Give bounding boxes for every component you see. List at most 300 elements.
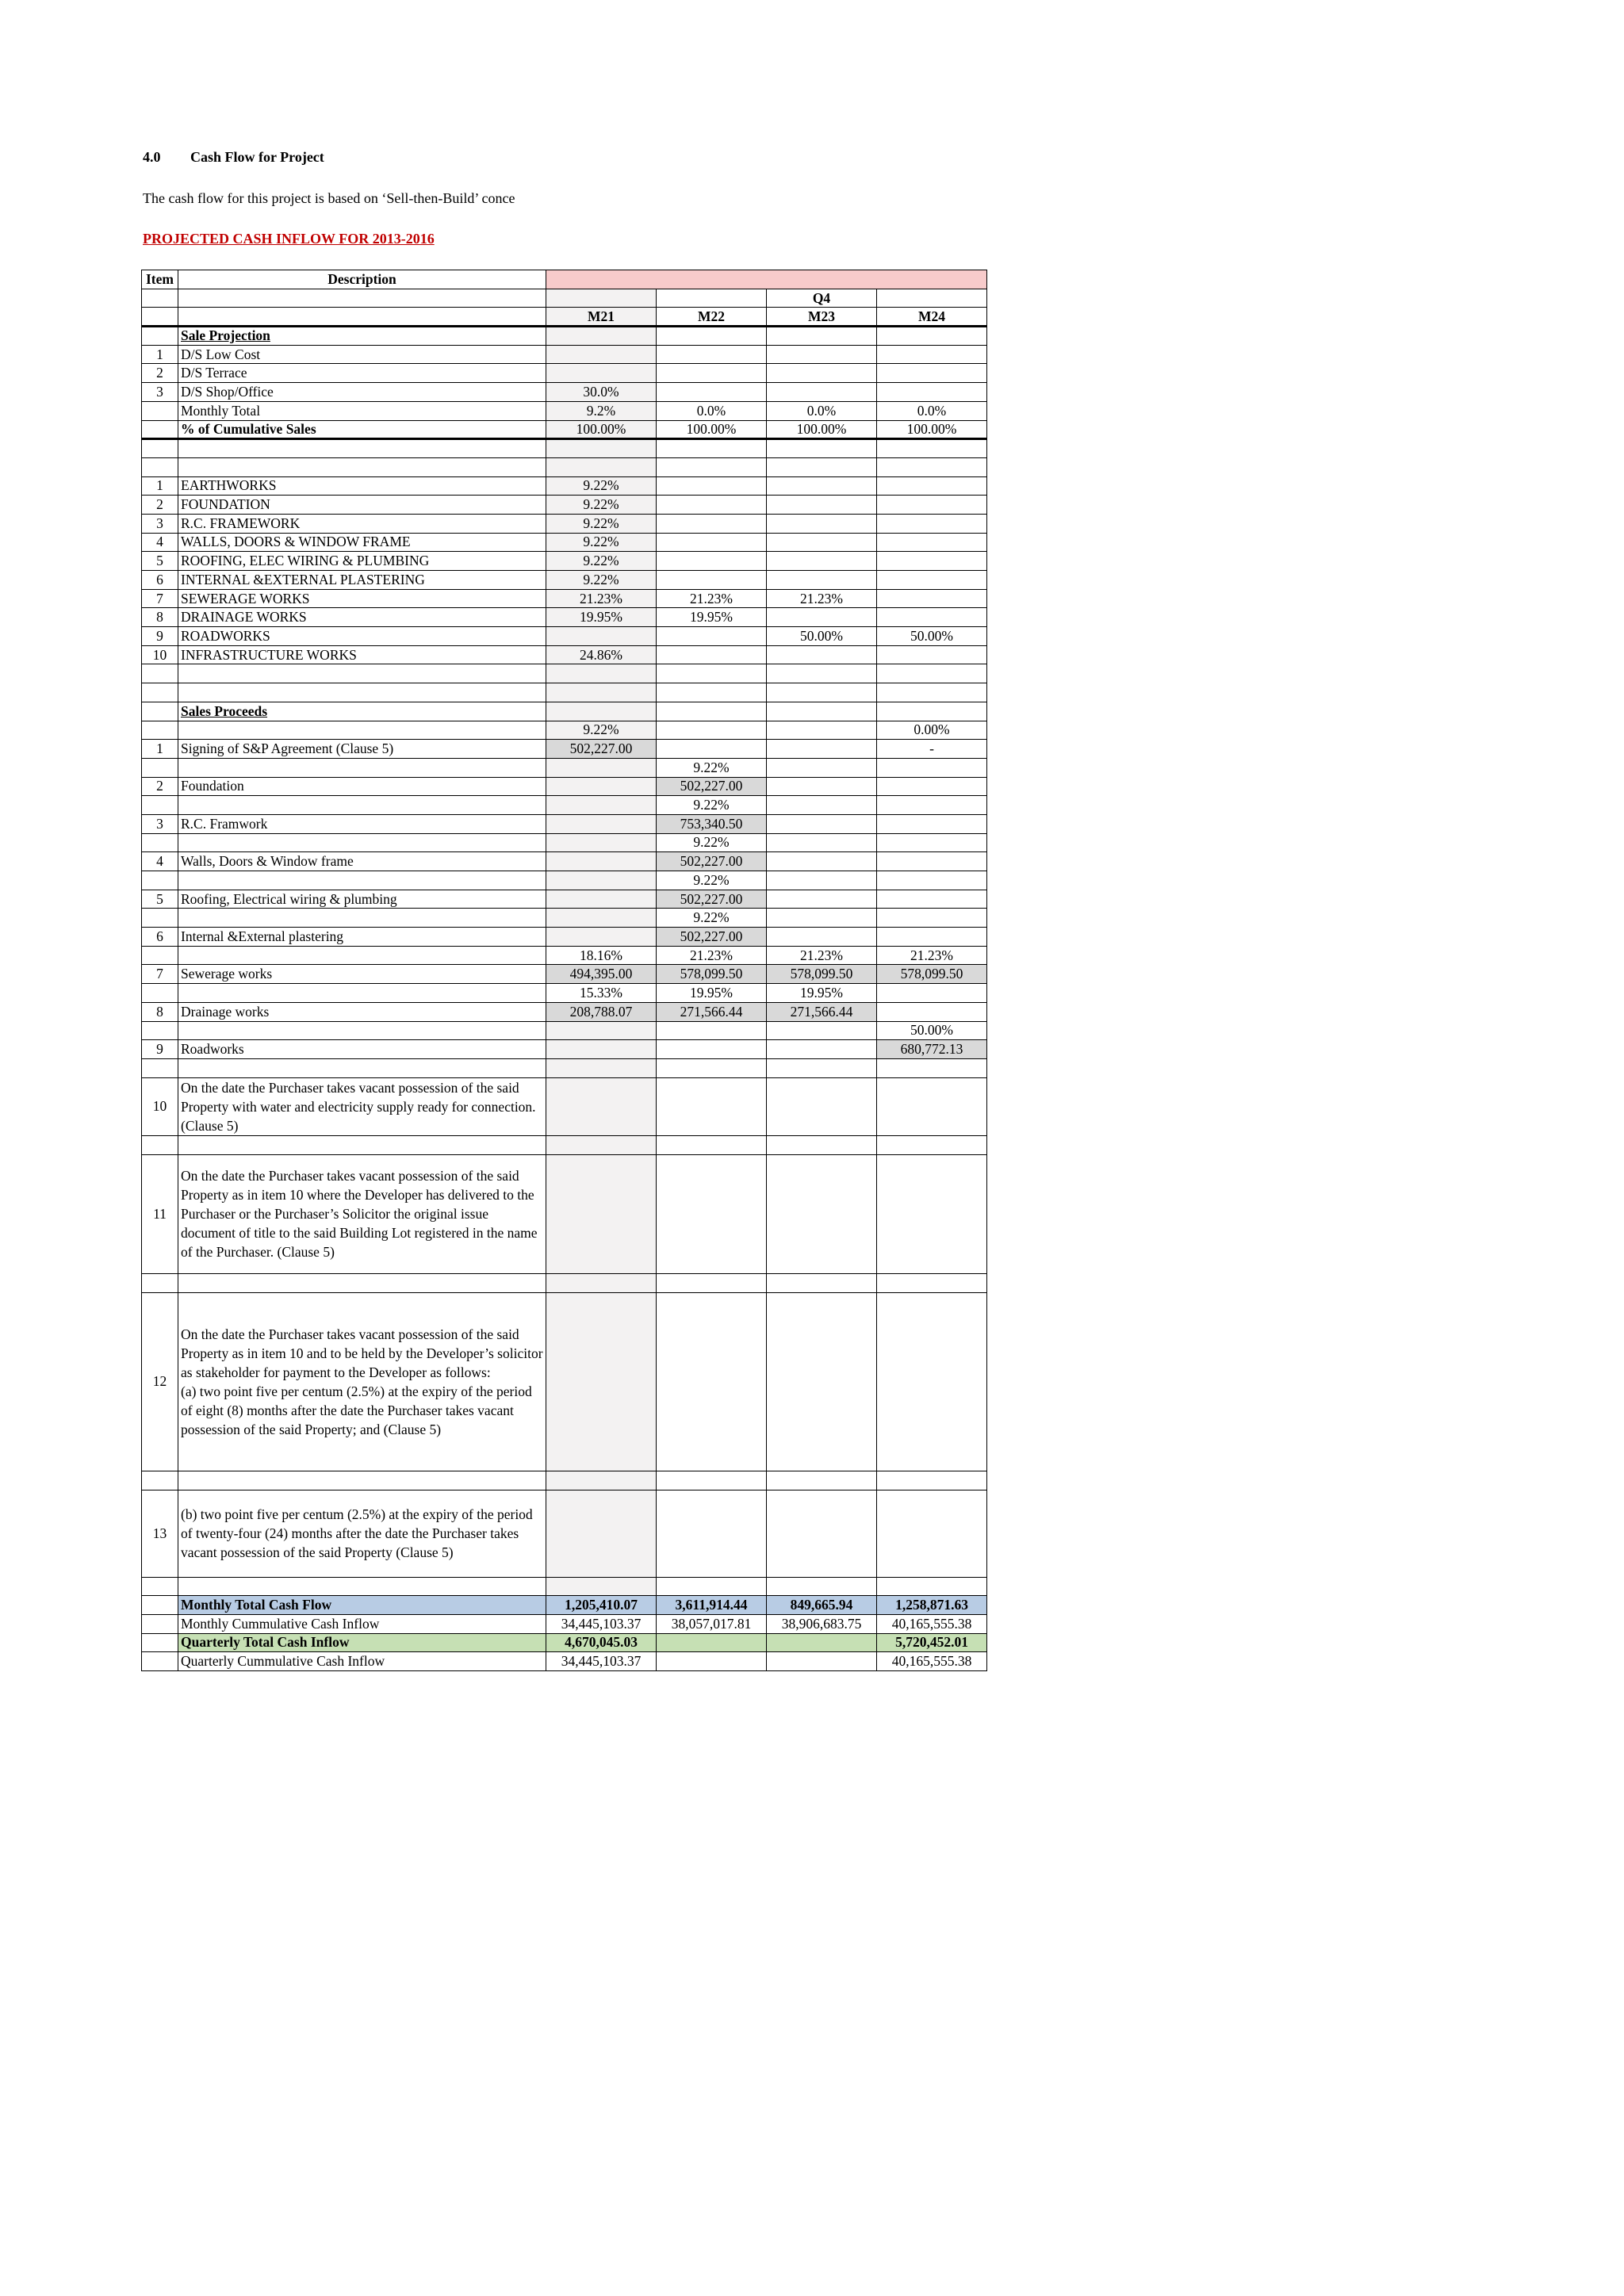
value-cell [767, 608, 877, 627]
value-cell [877, 496, 987, 515]
row-label: Drainage works [178, 1002, 546, 1021]
table-cell [767, 1021, 877, 1040]
table-row [142, 1471, 987, 1490]
row-label: WALLS, DOORS & WINDOW FRAME [178, 533, 546, 552]
value-cell: 9.22% [546, 533, 657, 552]
item-number: 7 [142, 589, 178, 608]
value-cell [767, 345, 877, 364]
table-cell [877, 777, 987, 796]
total-value: 34,445,103.37 [546, 1614, 657, 1633]
table-row [142, 645, 987, 664]
table-cell [877, 871, 987, 890]
table-row [142, 439, 987, 458]
table-cell [657, 1577, 767, 1596]
table-cell [546, 664, 657, 683]
table-cell [657, 289, 767, 308]
table-row [142, 833, 987, 852]
row-label: ROOFING, ELEC WIRING & PLUMBING [178, 552, 546, 571]
table-cell [657, 683, 767, 702]
value-cell [767, 645, 877, 664]
table-row [142, 476, 987, 496]
value-cell: 0.0% [767, 401, 877, 420]
table-cell [178, 796, 546, 815]
row-label: FOUNDATION [178, 496, 546, 515]
table-cell [178, 871, 546, 890]
table-cell [657, 702, 767, 721]
value-cell: 21.23% [546, 589, 657, 608]
table-cell [546, 890, 657, 909]
total-value: 40,165,555.38 [877, 1614, 987, 1633]
table-row [142, 796, 987, 815]
table-cell [877, 1058, 987, 1077]
total-value: 849,665.94 [767, 1596, 877, 1615]
value-cell: 578,099.50 [767, 965, 877, 984]
table-cell [767, 777, 877, 796]
table-cell [657, 1077, 767, 1135]
value-cell [767, 364, 877, 383]
pct-cell: 9.22% [657, 796, 767, 815]
table-row [142, 514, 987, 533]
table-cell [767, 871, 877, 890]
table-cell [178, 439, 546, 458]
table-cell [877, 758, 987, 777]
table-row [142, 627, 987, 646]
table-cell [142, 871, 178, 890]
table-row [142, 1652, 987, 1671]
description-header: Description [178, 270, 546, 289]
table-cell [142, 1633, 178, 1652]
table-row [142, 758, 987, 777]
table-row [142, 364, 987, 383]
table-cell [767, 758, 877, 777]
value-cell: 9.22% [546, 496, 657, 515]
item-number: 3 [142, 383, 178, 402]
table-cell [178, 909, 546, 928]
table-row [142, 270, 987, 289]
value-cell: 15.33% [546, 984, 657, 1003]
table-cell [142, 308, 178, 327]
table-cell [767, 1154, 877, 1273]
table-row [142, 1490, 987, 1577]
table-row [142, 740, 987, 759]
pct-cell: 9.22% [657, 833, 767, 852]
amount-cell: 680,772.13 [877, 1040, 987, 1059]
table-row [142, 702, 987, 721]
table-cell [546, 814, 657, 833]
value-cell: - [877, 740, 987, 759]
clause-text: (b) two point five per centum (2.5%) at the expiry of the period of twenty-four (24) months after the date the Purchaser takes vacant possession of the said Property (Clause 5) [178, 1490, 546, 1577]
table-cell [657, 1021, 767, 1040]
table-cell [142, 683, 178, 702]
table-row [142, 327, 987, 346]
total-value [767, 1633, 877, 1652]
table-cell [767, 1490, 877, 1577]
total-label: Monthly Total Cash Flow [178, 1596, 546, 1615]
table-cell [657, 1040, 767, 1059]
row-label: DRAINAGE WORKS [178, 608, 546, 627]
total-value: 38,057,017.81 [657, 1614, 767, 1633]
value-cell: 50.00% [877, 627, 987, 646]
table-cell [142, 1596, 178, 1615]
row-label: INFRASTRUCTURE WORKS [178, 645, 546, 664]
value-cell [657, 514, 767, 533]
value-cell: 271,566.44 [657, 1002, 767, 1021]
table-row [142, 589, 987, 608]
table-cell [877, 1577, 987, 1596]
item-number: 2 [142, 777, 178, 796]
amount-cell: 502,227.00 [657, 928, 767, 947]
value-cell: 21.23% [877, 946, 987, 965]
value-cell [657, 345, 767, 364]
value-cell: 578,099.50 [877, 965, 987, 984]
value-cell: 100.00% [546, 420, 657, 439]
table-cell [546, 928, 657, 947]
value-cell: 9.22% [546, 571, 657, 590]
total-value: 38,906,683.75 [767, 1614, 877, 1633]
value-cell [877, 533, 987, 552]
item-header: Item [142, 270, 178, 289]
value-cell: 9.2% [546, 401, 657, 420]
table-cell [546, 1021, 657, 1040]
table-cell [767, 1577, 877, 1596]
table-row [142, 1002, 987, 1021]
table-cell [546, 1471, 657, 1490]
value-cell: 100.00% [767, 420, 877, 439]
value-cell: 19.95% [657, 984, 767, 1003]
table-row [142, 420, 987, 439]
table-cell [767, 1292, 877, 1471]
quarter-label: Q4 [767, 289, 877, 308]
item-number: 13 [142, 1490, 178, 1577]
row-label: Roofing, Electrical wiring & plumbing [178, 890, 546, 909]
value-cell [657, 627, 767, 646]
value-cell: 21.23% [657, 589, 767, 608]
table-cell [657, 327, 767, 346]
section-heading [143, 149, 324, 166]
value-cell [657, 364, 767, 383]
item-number: 5 [142, 552, 178, 571]
value-cell: 578,099.50 [657, 965, 767, 984]
table-cell [546, 1273, 657, 1292]
table-cell [546, 1058, 657, 1077]
table-cell [657, 1471, 767, 1490]
value-cell [657, 552, 767, 571]
table-cell [178, 664, 546, 683]
month-header: M24 [877, 308, 987, 327]
table-row [142, 814, 987, 833]
table-row [142, 928, 987, 947]
table-row [142, 721, 987, 740]
value-cell: 0.0% [657, 401, 767, 420]
table-row [142, 909, 987, 928]
value-cell [657, 571, 767, 590]
table-cell [178, 833, 546, 852]
table-cell [767, 833, 877, 852]
table-cell [657, 1292, 767, 1471]
item-number: 1 [142, 345, 178, 364]
value-cell: 100.00% [877, 420, 987, 439]
table-cell [142, 664, 178, 683]
table-cell [546, 289, 657, 308]
table-cell [877, 1471, 987, 1490]
table-cell [767, 909, 877, 928]
table-cell [546, 1077, 657, 1135]
total-value: 4,670,045.03 [546, 1633, 657, 1652]
row-label: Roadworks [178, 1040, 546, 1059]
table-cell [178, 289, 546, 308]
item-number: 3 [142, 814, 178, 833]
table-row [142, 1135, 987, 1154]
table-row [142, 1021, 987, 1040]
table-cell [546, 909, 657, 928]
table-cell [178, 1577, 546, 1596]
item-number: 8 [142, 608, 178, 627]
row-label: SEWERAGE WORKS [178, 589, 546, 608]
table-cell [877, 928, 987, 947]
value-cell: 9.22% [546, 721, 657, 740]
table-row [142, 946, 987, 965]
pct-cell: 9.22% [657, 871, 767, 890]
value-cell [877, 383, 987, 402]
item-number: 12 [142, 1292, 178, 1471]
table-cell [546, 852, 657, 871]
row-label: D/S Shop/Office [178, 383, 546, 402]
table-cell [657, 1135, 767, 1154]
table-row [142, 1077, 987, 1135]
table-cell [767, 1077, 877, 1135]
row-label: Foundation [178, 777, 546, 796]
table-cell [877, 289, 987, 308]
table-cell [767, 1135, 877, 1154]
table-row [142, 683, 987, 702]
table-row [142, 608, 987, 627]
value-cell [546, 345, 657, 364]
total-value: 34,445,103.37 [546, 1652, 657, 1671]
table-cell [178, 984, 546, 1003]
table-cell [767, 1273, 877, 1292]
table-row [142, 1058, 987, 1077]
value-cell [657, 476, 767, 496]
value-cell [767, 533, 877, 552]
table-cell [877, 702, 987, 721]
table-cell [142, 1471, 178, 1490]
clause-text: On the date the Purchaser takes vacant possession of the said Property as in item 10 where the Developer has delivered to the Purchaser or the Purchaser’s Solicitor the original issue document of title to the said Building Lot registered in the name of the Purchaser. (Clause 5) [178, 1154, 546, 1273]
table-cell [546, 439, 657, 458]
table-cell [546, 702, 657, 721]
row-label: INTERNAL &EXTERNAL PLASTERING [178, 571, 546, 590]
table-cell [142, 1058, 178, 1077]
table-cell [142, 439, 178, 458]
value-cell: 21.23% [657, 946, 767, 965]
table-cell [657, 439, 767, 458]
table-cell [178, 1058, 546, 1077]
table-cell [767, 814, 877, 833]
table-cell [877, 1154, 987, 1273]
item-number: 2 [142, 496, 178, 515]
value-cell [877, 476, 987, 496]
table-row [142, 345, 987, 364]
table-row [142, 496, 987, 515]
table-cell [178, 1021, 546, 1040]
table-cell [142, 289, 178, 308]
item-number: 10 [142, 645, 178, 664]
value-cell: 24.86% [546, 645, 657, 664]
value-cell [657, 721, 767, 740]
table-cell [142, 721, 178, 740]
table-cell [546, 683, 657, 702]
value-cell [877, 984, 987, 1003]
table-cell [877, 1273, 987, 1292]
table-cell [142, 1135, 178, 1154]
value-cell: 9.22% [546, 552, 657, 571]
table-row [142, 383, 987, 402]
item-number: 6 [142, 928, 178, 947]
table-row [142, 552, 987, 571]
table-cell [142, 702, 178, 721]
value-cell [767, 476, 877, 496]
cash-inflow-table [141, 270, 987, 1671]
value-cell: 18.16% [546, 946, 657, 965]
table-cell [178, 308, 546, 327]
table-cell [142, 984, 178, 1003]
item-number: 1 [142, 740, 178, 759]
item-number: 1 [142, 476, 178, 496]
value-cell [546, 364, 657, 383]
total-value: 1,258,871.63 [877, 1596, 987, 1615]
value-cell: 502,227.00 [546, 740, 657, 759]
month-header: M22 [657, 308, 767, 327]
value-cell: 21.23% [767, 589, 877, 608]
clause-text: On the date the Purchaser takes vacant possession of the said Property with water and electricity supply ready for connection. (Clause 5) [178, 1077, 546, 1135]
table-cell [877, 890, 987, 909]
table-cell [767, 852, 877, 871]
table-row [142, 1154, 987, 1273]
item-number: 9 [142, 627, 178, 646]
pct-cell: 9.22% [657, 758, 767, 777]
value-cell: 50.00% [767, 627, 877, 646]
table-cell [142, 1021, 178, 1040]
value-cell [877, 608, 987, 627]
table-cell [767, 683, 877, 702]
amount-cell: 502,227.00 [657, 852, 767, 871]
table-cell [142, 1614, 178, 1633]
value-cell: 21.23% [767, 946, 877, 965]
table-cell [142, 1652, 178, 1671]
value-cell: 19.95% [767, 984, 877, 1003]
row-label: R.C. Framwork [178, 814, 546, 833]
table-row [142, 1577, 987, 1596]
table-cell [142, 946, 178, 965]
table-cell [877, 439, 987, 458]
table-cell [178, 457, 546, 476]
value-cell [657, 496, 767, 515]
value-cell: 19.95% [657, 608, 767, 627]
total-label: Monthly Cummulative Cash Inflow [178, 1614, 546, 1633]
value-cell [877, 364, 987, 383]
item-number [142, 420, 178, 439]
table-cell [546, 1292, 657, 1471]
month-header: M21 [546, 308, 657, 327]
table-cell [178, 1135, 546, 1154]
table-cell [657, 1273, 767, 1292]
value-cell: 271,566.44 [767, 1002, 877, 1021]
table-cell [767, 664, 877, 683]
table-cell [142, 833, 178, 852]
value-cell [767, 721, 877, 740]
total-value: 1,205,410.07 [546, 1596, 657, 1615]
row-label: % of Cumulative Sales [178, 420, 546, 439]
value-cell: 9.22% [546, 476, 657, 496]
table-cell [877, 833, 987, 852]
item-number: 4 [142, 852, 178, 871]
table-cell [142, 796, 178, 815]
table-cell [877, 1292, 987, 1471]
value-cell [546, 627, 657, 646]
table-cell [877, 1490, 987, 1577]
value-cell: 9.22% [546, 514, 657, 533]
value-cell [877, 1002, 987, 1021]
section-title: Cash Flow for Project [190, 149, 324, 165]
value-cell [657, 533, 767, 552]
amount-cell: 753,340.50 [657, 814, 767, 833]
value-cell: 0.0% [877, 401, 987, 420]
table-cell [546, 1135, 657, 1154]
value-cell [767, 552, 877, 571]
table-cell [546, 1577, 657, 1596]
table-cell [767, 796, 877, 815]
table-cell [178, 1471, 546, 1490]
item-number: 10 [142, 1077, 178, 1135]
table-row [142, 457, 987, 476]
table-cell [877, 814, 987, 833]
table-row [142, 965, 987, 984]
table-cell [546, 1490, 657, 1577]
pct-cell: 50.00% [877, 1021, 987, 1040]
value-cell [877, 645, 987, 664]
table-cell [142, 1577, 178, 1596]
table-cell [178, 683, 546, 702]
total-value: 40,165,555.38 [877, 1652, 987, 1671]
item-number: 9 [142, 1040, 178, 1059]
table-cell [546, 777, 657, 796]
table-cell [178, 1273, 546, 1292]
table-cell [178, 758, 546, 777]
value-cell [767, 496, 877, 515]
row-label: Signing of S&P Agreement (Clause 5) [178, 740, 546, 759]
item-number [142, 401, 178, 420]
table-cell [767, 457, 877, 476]
value-cell [657, 645, 767, 664]
table-cell [767, 1058, 877, 1077]
table-cell [546, 1154, 657, 1273]
total-value: 3,611,914.44 [657, 1596, 767, 1615]
table-cell [767, 890, 877, 909]
item-number: 4 [142, 533, 178, 552]
row-label: Internal &External plastering [178, 928, 546, 947]
item-number: 7 [142, 965, 178, 984]
table-row [142, 1292, 987, 1471]
value-cell: 30.0% [546, 383, 657, 402]
table-cell [546, 457, 657, 476]
table-cell [877, 909, 987, 928]
item-number: 6 [142, 571, 178, 590]
table-cell [546, 833, 657, 852]
row-label: Monthly Total [178, 401, 546, 420]
table-row [142, 1596, 987, 1615]
value-cell [767, 571, 877, 590]
table-cell [546, 871, 657, 890]
table-cell [178, 721, 546, 740]
